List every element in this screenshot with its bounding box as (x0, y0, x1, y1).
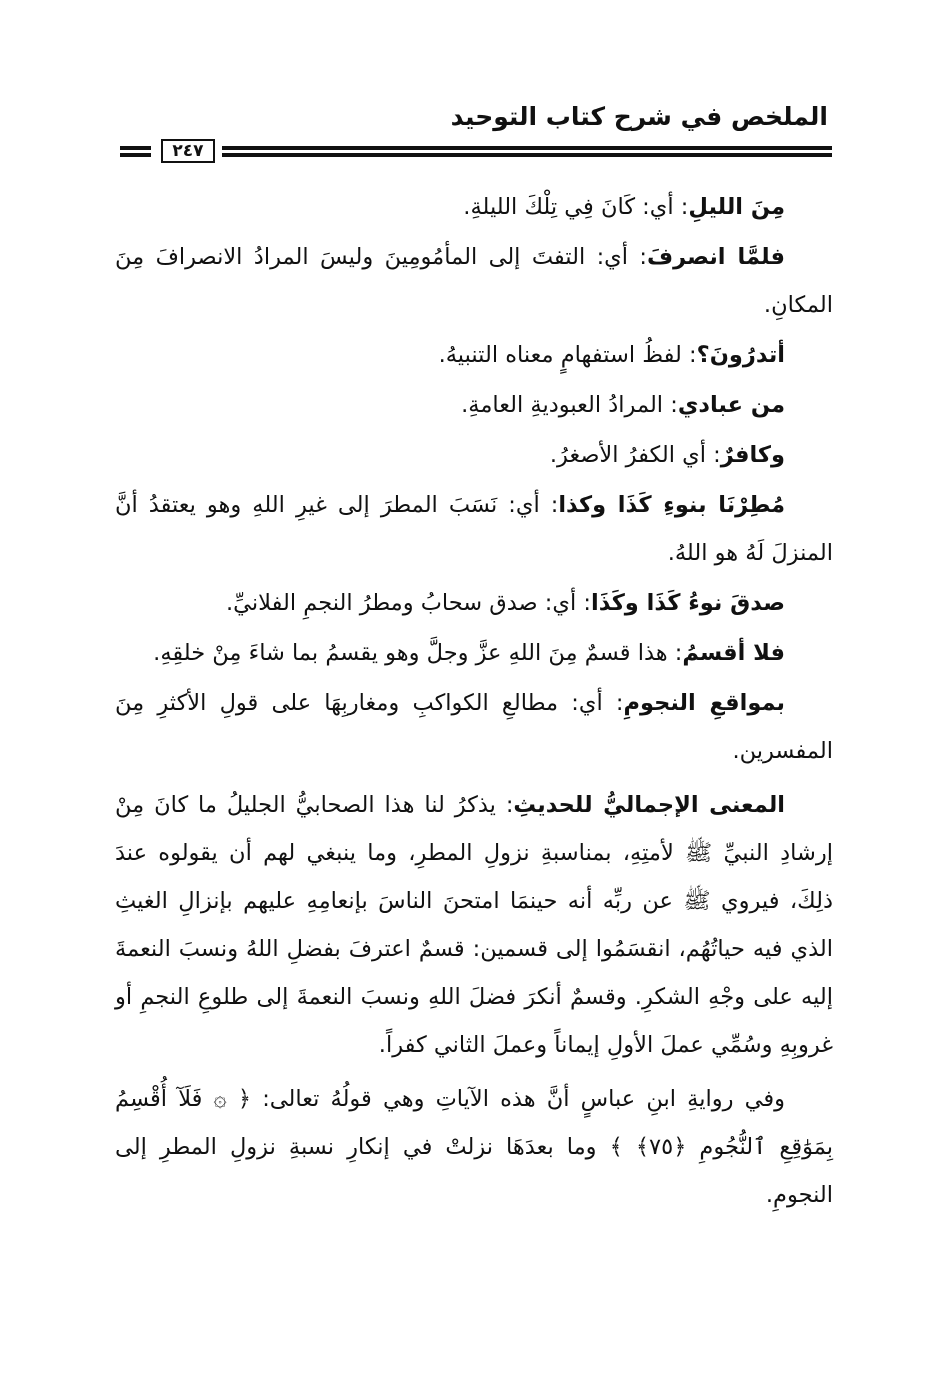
entry-paragraph: فلا أقسمُ: هذا قسمٌ مِنَ اللهِ عزَّ وجلَّ وهو يقسمُ بما شاءَ مِنْ خلقِهِ. (153, 640, 785, 666)
closing-text-end: ﴾ وما بعدَهَا نزلتْ في إنكارِ نسبةِ نزولِ المطرِ إلى النجومِ. (115, 1134, 833, 1208)
header-rule (120, 139, 832, 165)
entry-paragraph: صدقَ نوءُ كَذَا وكَذَا: أي: صدق سحابُ ومطرُ النجمِ الفلانيِّ. (226, 590, 785, 616)
entry-text: أي الكفرُ الأصغرُ. (549, 442, 707, 468)
entry-term: فلمَّا انصرفَ (647, 244, 785, 270)
entry-text: أي: صدق سحابُ ومطرُ النجمِ الفلانيِّ. (226, 590, 577, 616)
entry-term: أتدرُونَ؟ (696, 342, 785, 368)
entry-text: أي: التفتَ إلى المأمُومِينَ وليسَ المرادُ الانصرافَ مِنَ المكانِ. (115, 244, 833, 318)
entry-text: المرادُ العبوديةِ العامةِ. (461, 392, 664, 418)
entry-paragraph: مِنَ الليلِ: أي: كَانَ فِي تِلْكَ الليلةِ. (463, 194, 785, 220)
header-rule-long (222, 146, 832, 157)
running-title: الملخص في شرح كتاب التوحيد (450, 102, 828, 131)
closing-text-quran: وفي روايةِ ابنِ عباسٍ أنَّ هذه الآياتِ وهي قولُهُ تعالى: ﴿ ۞ فَلَآ أُقْسِمُ بِمَوَٰقِعِ ٱلنُّجُومِ ﴿٧٥﴾ (115, 1086, 833, 1160)
summary-heading: المعنى الإجماليُّ للحديثِ (513, 792, 785, 818)
entry-term: من عبادي (677, 392, 785, 418)
entry-text: لفظُ استفهامٍ معناه التنبيهُ. (438, 342, 682, 368)
entry-paragraph: أتدرُونَ؟: لفظُ استفهامٍ معناه التنبيهُ. (438, 342, 785, 368)
entry-text: هذا قسمٌ مِنَ اللهِ عزَّ وجلَّ وهو يقسمُ بما شاءَ مِنْ خلقِهِ. (153, 640, 668, 666)
closing-paragraph (115, 1075, 833, 1219)
page-number: ٢٤٧ (161, 139, 215, 163)
entry-paragraph: مُطِرْنَا بنوءِ كَذَا وكذا: أي: نَسَبَ المطرَ إلى غيرِ اللهِ وهو يعتقدُ أنَّ المنزلَ لَهُ هو اللهُ. (115, 492, 833, 566)
entry-text: أي: مطالعِ الكواكبِ ومغاربِهَا على قولِ الأكثرِ مِنَ المفسرين. (115, 690, 833, 764)
entry-term: بمواقعِ النجومِ (623, 690, 786, 716)
entry-term: مِنَ الليلِ (688, 194, 785, 220)
entry-text: أي: نَسَبَ المطرَ إلى غيرِ اللهِ وهو يعتقدُ أنَّ المنزلَ لَهُ هو اللهُ. (115, 492, 833, 566)
entry-paragraph: وكافرٌ: أي الكفرُ الأصغرُ. (549, 442, 785, 468)
entry-term: وكافرٌ (720, 442, 785, 468)
entry-text: أي: كَانَ فِي تِلْكَ الليلةِ. (463, 194, 674, 220)
summary-text: يذكرُ لنا هذا الصحابيُّ الجليلُ ما كانَ مِنْ إرشادِ النبيِّ ﷺ لأمتِهِ، بمناسبةِ نزولِ المطرِ، وما ينبغي لهم أن يقولوه عندَ ذلِكَ، فيروي ﷺ عن ربِّه أنه حينمَا امتحنَ الناسَ بإنعامِهِ عليهم بإنزالِ الغيثِ الذي فيه حياتُهُم، انقسَمُوا إلى قسمين: قسمٌ اعترفَ بفضلِ اللهُ ونسبَ النعمةَ إليه على وجْهِ الشكرِ. وقسمٌ أنكرَ فضلَ اللهِ ونسبَ النعمةَ إلى طلوعِ النجمِ أو غروبِهِ وسُمِّي عملَ الأولِ إيماناً وعملَ الثاني كفراً. (115, 792, 833, 1058)
entry-paragraph: بمواقعِ النجومِ: أي: مطالعِ الكواكبِ ومغاربِهَا على قولِ الأكثرِ مِنَ المفسرين. (115, 690, 833, 764)
entry-term: صدقَ نوءُ كَذَا وكَذَا (591, 590, 785, 616)
header-rule-short (120, 146, 151, 157)
entry-term: فلا أقسمُ (682, 640, 785, 666)
entry-term: مُطِرْنَا بنوءِ كَذَا وكذا (558, 492, 785, 518)
page-body (115, 183, 833, 1221)
entry-paragraph: فلمَّا انصرفَ: أي: التفتَ إلى المأمُومِينَ وليسَ المرادُ الانصرافَ مِنَ المكانِ. (115, 244, 833, 318)
entry-paragraph: من عبادي: المرادُ العبوديةِ العامةِ. (461, 392, 785, 418)
summary-paragraph: المعنى الإجماليُّ للحديثِ: يذكرُ لنا هذا الصحابيُّ الجليلُ ما كانَ مِنْ إرشادِ النبيِّ ﷺ لأمتِهِ، بمناسبةِ نزولِ المطرِ، وما ينبغي لهم أن يقولوه عندَ ذلِكَ، فيروي ﷺ عن ربِّه أنه حينمَا امتحنَ الناسَ بإنعامِهِ عليهم بإنزالِ الغيثِ الذي فيه حياتُهُم، انقسَمُوا إلى قسمين: قسمٌ اعترفَ بفضلِ اللهُ ونسبَ النعمةَ إليه على وجْهِ الشكرِ. وقسمٌ أنكرَ فضلَ اللهِ ونسبَ النعمةَ إلى طلوعِ النجمِ أو غروبِهِ وسُمِّي عملَ الأولِ إيماناً وعملَ الثاني كفراً. (115, 792, 833, 1058)
